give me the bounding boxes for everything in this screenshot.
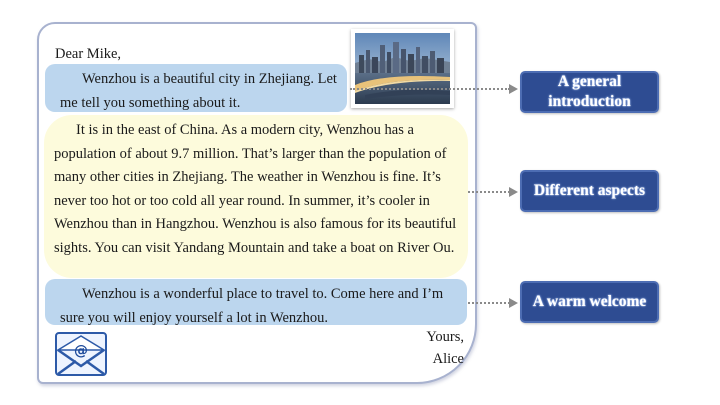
letter-greeting: Dear Mike, <box>55 46 122 62</box>
connector-welcome <box>468 302 510 304</box>
arrow-welcome <box>509 298 518 308</box>
arrow-intro <box>509 84 518 94</box>
welcome-paragraph-text: Wenzhou is a wonderful place to travel to. Come here and I’m sure you will enjoy yourself a lot in Wenzhou. <box>60 286 444 326</box>
intro-paragraph-text: Wenzhou is a beautiful city in Zhejiang. Let me tell you something about it. <box>60 71 337 111</box>
letter-closing: Yours, <box>426 329 464 345</box>
label-different-aspects: Different aspects <box>520 170 659 212</box>
svg-text:@: @ <box>74 343 88 359</box>
arrow-aspects <box>509 187 518 197</box>
email-icon <box>55 332 107 381</box>
aspects-paragraph <box>44 115 468 278</box>
aspects-paragraph-text: It is in the east of China. As a modern city, Wenzhou has a population of about 9.7 million. That’s larger than the population of many other cities in Zhejiang. The weather in Wenzhou is fine. It’s never too hot or too cold all year round. In summer, it’s cooler in Wenzhou than in Hangzhou. Wenzhou is also famous for its beautiful sights. You can visit Yandang Mountain and take a boat on River Ou. <box>54 122 457 256</box>
connector-aspects <box>468 191 510 193</box>
letter-signature: Alice <box>432 351 464 367</box>
intro-paragraph <box>45 64 347 112</box>
city-skyline-image <box>355 33 450 104</box>
connector-intro <box>350 88 510 90</box>
letter-signoff <box>426 326 464 370</box>
label-general-introduction: A general introduction <box>520 71 659 113</box>
label-warm-welcome: A warm welcome <box>520 281 659 323</box>
welcome-paragraph <box>45 279 467 325</box>
city-photo <box>351 29 454 108</box>
